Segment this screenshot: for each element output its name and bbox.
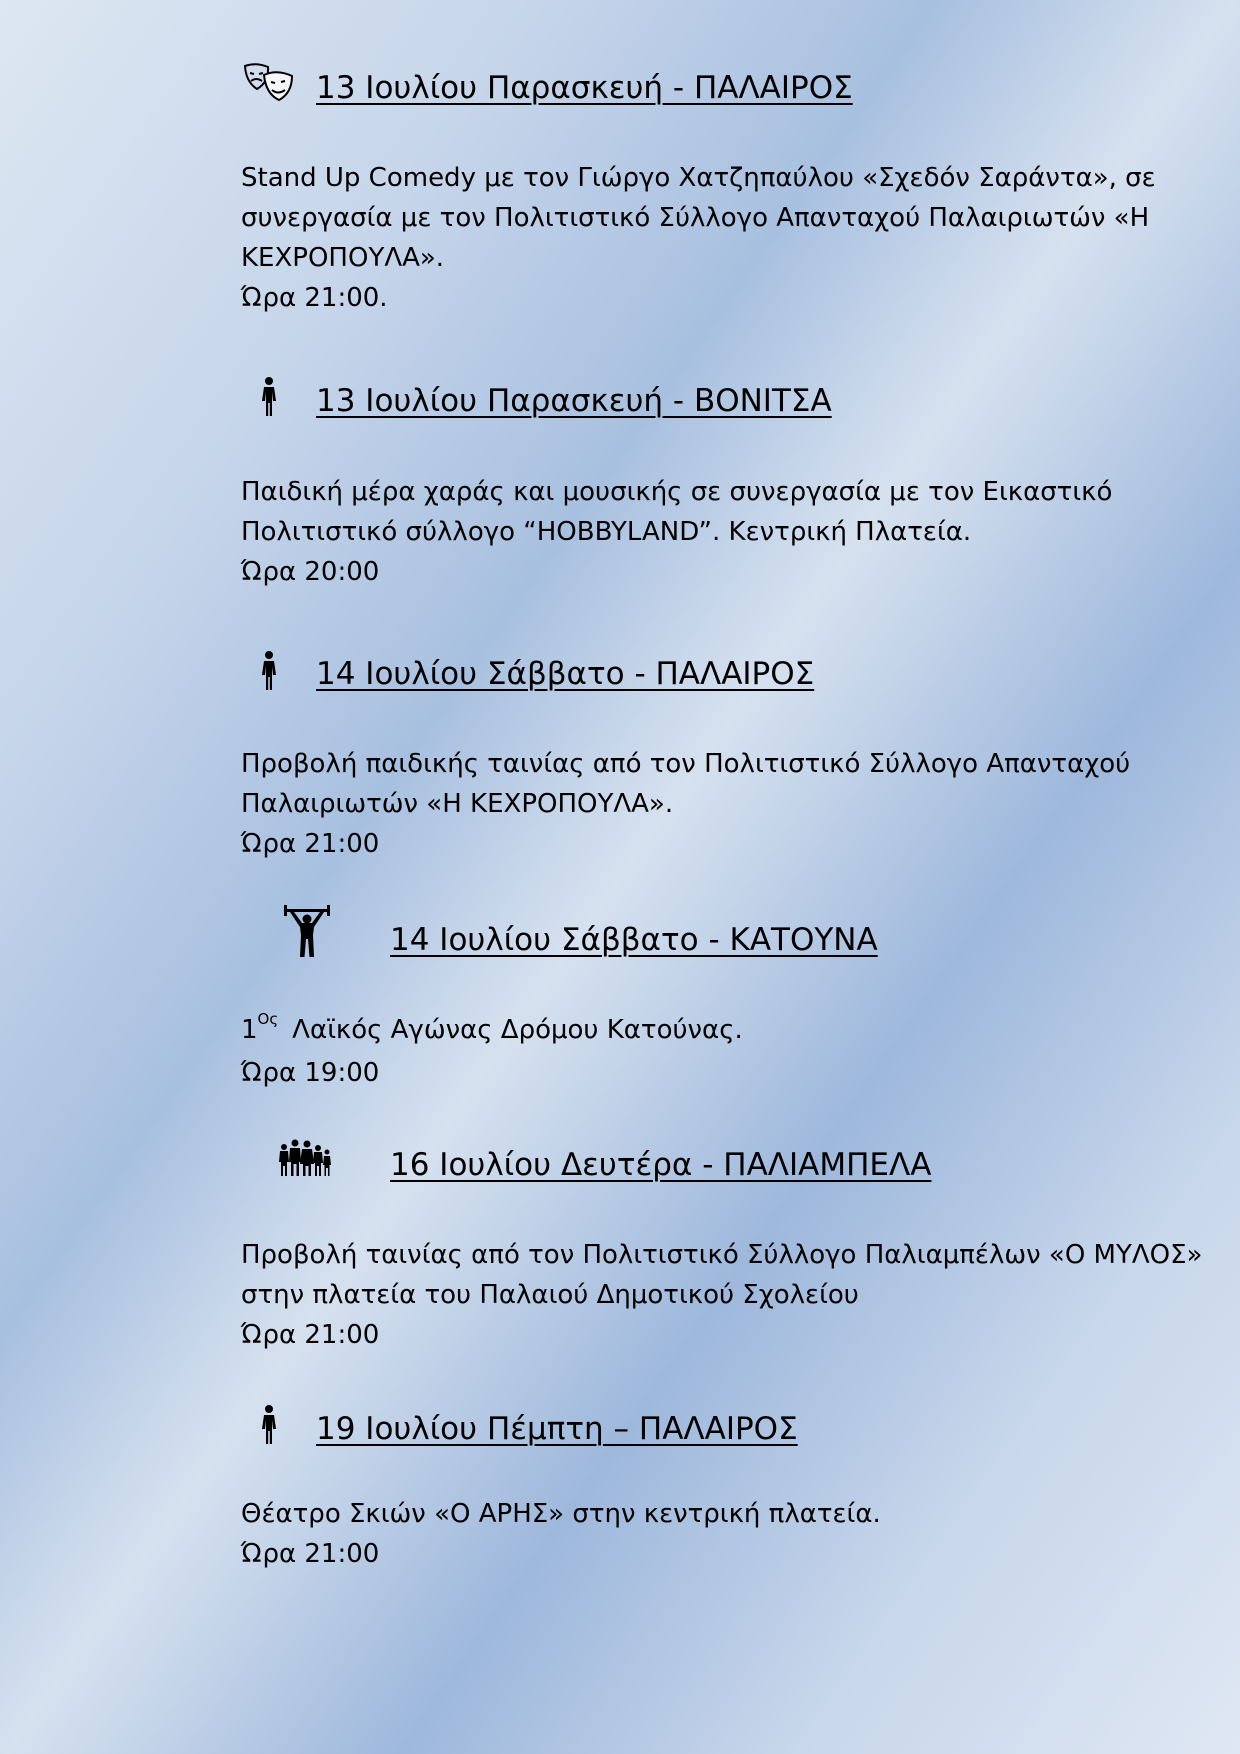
event-description <box>241 1235 1231 1355</box>
description-line: Πολιτιστικό σύλλογο “HOBBYLAND”. Κεντρική Πλατεία. <box>241 517 972 547</box>
weightlifter-icon <box>284 905 330 959</box>
event-description <box>241 472 1231 592</box>
description-line: συνεργασία με τον Πολιτιστικό Σύλλογο Απανταχού Παλαιριωτών «Η <box>241 203 1150 233</box>
description-line: Παιδική μέρα χαράς και μουσικής σε συνεργασία με τον Εικαστικό <box>241 477 1113 507</box>
child-icon <box>260 650 278 692</box>
event-time: Ώρα 21:00. <box>241 283 388 313</box>
description-line: Προβολή ταινίας από τον Πολιτιστικό Σύλλογο Παλιαμπέλων «Ο ΜΥΛΟΣ» <box>241 1240 1203 1270</box>
event-time: Ώρα 19:00 <box>241 1058 380 1088</box>
event-description <box>241 1494 1231 1574</box>
event-heading: 14 Ιουλίου Σάββατο - ΚΑΤΟΥΝΑ <box>390 922 878 958</box>
description-line: Stand Up Comedy με τον Γιώργο Χατζηπαύλου «Σχεδόν Σαράντα», σε <box>241 163 1156 193</box>
event-heading: 13 Ιουλίου Παρασκευή - ΠΑΛΑΙΡΟΣ <box>316 70 853 106</box>
theater-masks-icon <box>242 62 296 104</box>
description-line: Παλαιριωτών «Η ΚΕΧΡΟΠΟΥΛΑ». <box>241 789 674 819</box>
event-time: Ώρα 20:00 <box>241 557 380 587</box>
description-line: ΚΕΧΡΟΠΟΥΛΑ». <box>241 243 445 273</box>
event-heading: 16 Ιουλίου Δευτέρα - ΠΑΛΙΑΜΠΕΛΑ <box>390 1147 932 1183</box>
event-description <box>241 744 1231 864</box>
family-icon <box>278 1138 332 1178</box>
description-line: Προβολή παιδικής ταινίας από τον Πολιτιστικό Σύλλογο Απανταχού <box>241 749 1131 779</box>
description-line <box>241 1010 1231 1053</box>
race-number: 1 <box>241 1015 258 1045</box>
child-icon <box>260 1404 278 1446</box>
event-heading: 13 Ιουλίου Παρασκευή - ΒΟΝΙΤΣΑ <box>316 383 832 419</box>
race-ordinal: Ος <box>257 1010 279 1028</box>
event-description <box>241 1010 1231 1093</box>
event-time: Ώρα 21:00 <box>241 829 380 859</box>
description-line: Θέατρο Σκιών «Ο ΑΡΗΣ» στην κεντρική πλατεία. <box>241 1499 881 1529</box>
event-heading: 19 Ιουλίου Πέμπτη – ΠΑΛΑΙΡΟΣ <box>316 1411 798 1447</box>
description-line: στην πλατεία του Παλαιού Δημοτικού Σχολείου <box>241 1280 859 1310</box>
event-heading: 14 Ιουλίου Σάββατο - ΠΑΛΑΙΡΟΣ <box>316 656 815 692</box>
race-text: Λαϊκός Αγώνας Δρόμου Κατούνας. <box>292 1015 743 1045</box>
event-time: Ώρα 21:00 <box>241 1539 380 1569</box>
event-time: Ώρα 21:00 <box>241 1320 380 1350</box>
event-description <box>241 158 1231 318</box>
child-icon <box>260 376 278 418</box>
